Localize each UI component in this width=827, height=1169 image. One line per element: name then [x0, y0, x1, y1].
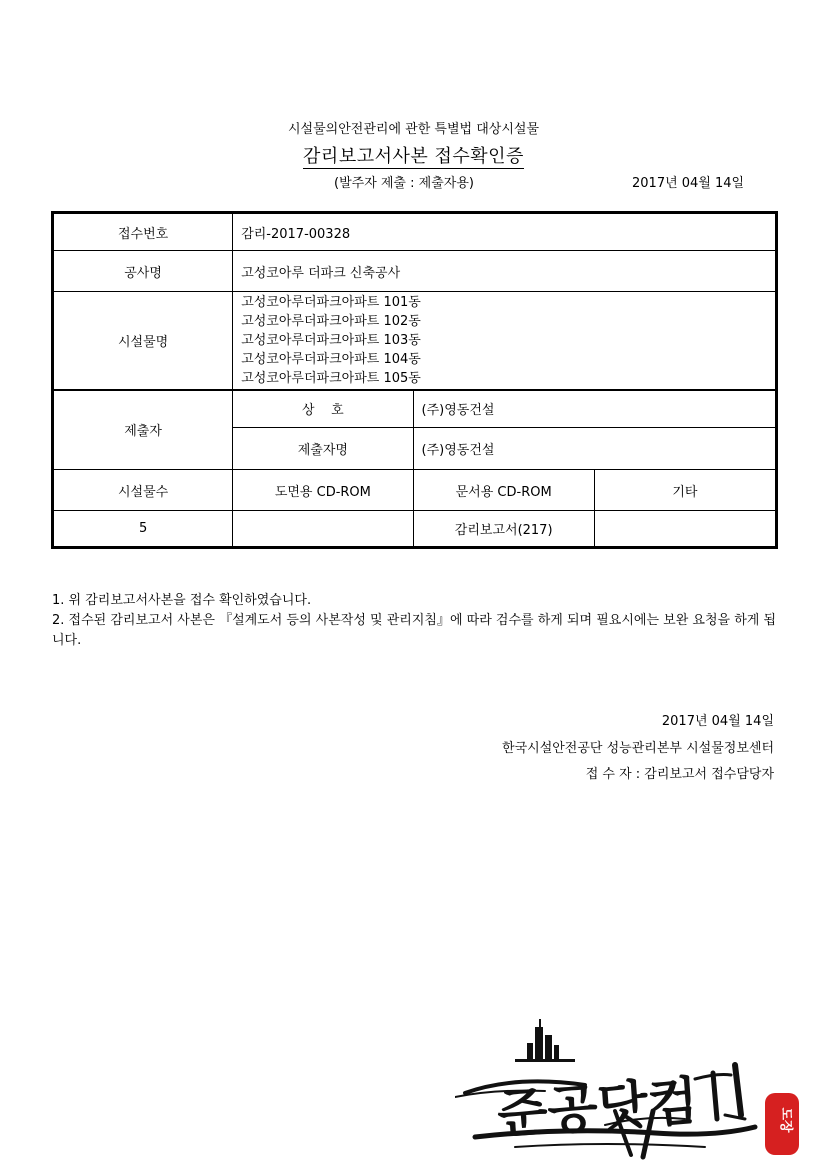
- company-value: (주)영동건설: [413, 390, 776, 428]
- note-line-1: 1. 위 감리보고서사본을 접수 확인하였습니다.: [52, 593, 312, 608]
- footer-date: 2017년 04월 14일: [661, 714, 774, 729]
- drawing-cd-value: [233, 511, 413, 548]
- drawing-cd-label: 도면용 CD-ROM: [233, 470, 413, 511]
- other-value: [594, 511, 776, 548]
- facility-name-item: 고성코아루더파크아파트 105동: [241, 370, 421, 386]
- facility-label: 시설물명: [53, 292, 233, 390]
- receipt-no-label: 접수번호: [53, 213, 233, 251]
- issue-date: 2017년 04월 14일: [632, 176, 745, 191]
- project-value: 고성코아루 더파크 신축공사: [233, 251, 777, 292]
- other-label: 기타: [594, 470, 776, 511]
- footer-receiver: 접 수 자 : 감리보고서 접수담당자: [585, 767, 774, 782]
- document-cd-label: 문서용 CD-ROM: [413, 470, 594, 511]
- table-row-facility: [53, 292, 777, 390]
- facility-name-item: 고성코아루더파크아파트 103동: [241, 332, 421, 348]
- footer-organization: 한국시설안전공단 성능관리본부 시설물정보센터: [502, 741, 774, 756]
- submitter-name-value: (주)영동건설: [413, 428, 776, 470]
- note-line-2: 2. 접수된 감리보고서 사본은 『설계도서 등의 사본작성 및 관리지침』에 따라 검수를 하게 되며 필요시에는 보완 요청을 하게 됩니다.: [52, 613, 776, 648]
- document-cd-value: 감리보고서(217): [413, 511, 594, 548]
- brand-logo-graphic: [455, 1015, 815, 1165]
- document-title: [0, 142, 827, 168]
- table-row-project: [53, 251, 777, 292]
- document-subtitle: 시설물의안전관리에 관한 특별법 대상시설물: [288, 122, 539, 137]
- facility-name-item: 고성코아루더파크아파트 104동: [241, 351, 421, 367]
- project-label: 공사명: [53, 251, 233, 292]
- company-label: 상 호: [233, 390, 413, 428]
- table-row-company: [53, 390, 777, 428]
- document-title-text: 감리보고서사본 접수확인증: [303, 146, 524, 167]
- facility-list: [233, 292, 777, 390]
- receipt-table: [51, 211, 778, 549]
- ordering-note: (발주자 제출 : 제출자용): [334, 176, 474, 191]
- notes: [52, 591, 776, 651]
- facility-name-item: 고성코아루더파크아파트 101동: [241, 294, 421, 310]
- facility-name-item: 고성코아루더파크아파트 102동: [241, 313, 421, 329]
- logo-text: 준공닷컴: [495, 1070, 701, 1146]
- count-value: 5: [53, 511, 233, 548]
- red-seal-icon: [765, 1093, 799, 1155]
- submitter-name-label: 제출자명: [233, 428, 413, 470]
- building-icon: [515, 1019, 575, 1062]
- table-row-counts-header: [53, 470, 777, 511]
- table-row-counts-values: [53, 511, 777, 548]
- seal-text: 도장: [778, 1107, 793, 1133]
- receipt-no-value: 감리-2017-00328: [233, 213, 777, 251]
- count-label: 시설물수: [53, 470, 233, 511]
- submitter-label: 제출자: [53, 390, 233, 470]
- brand-logo: [455, 1015, 815, 1165]
- table-row-receipt-no: [53, 213, 777, 251]
